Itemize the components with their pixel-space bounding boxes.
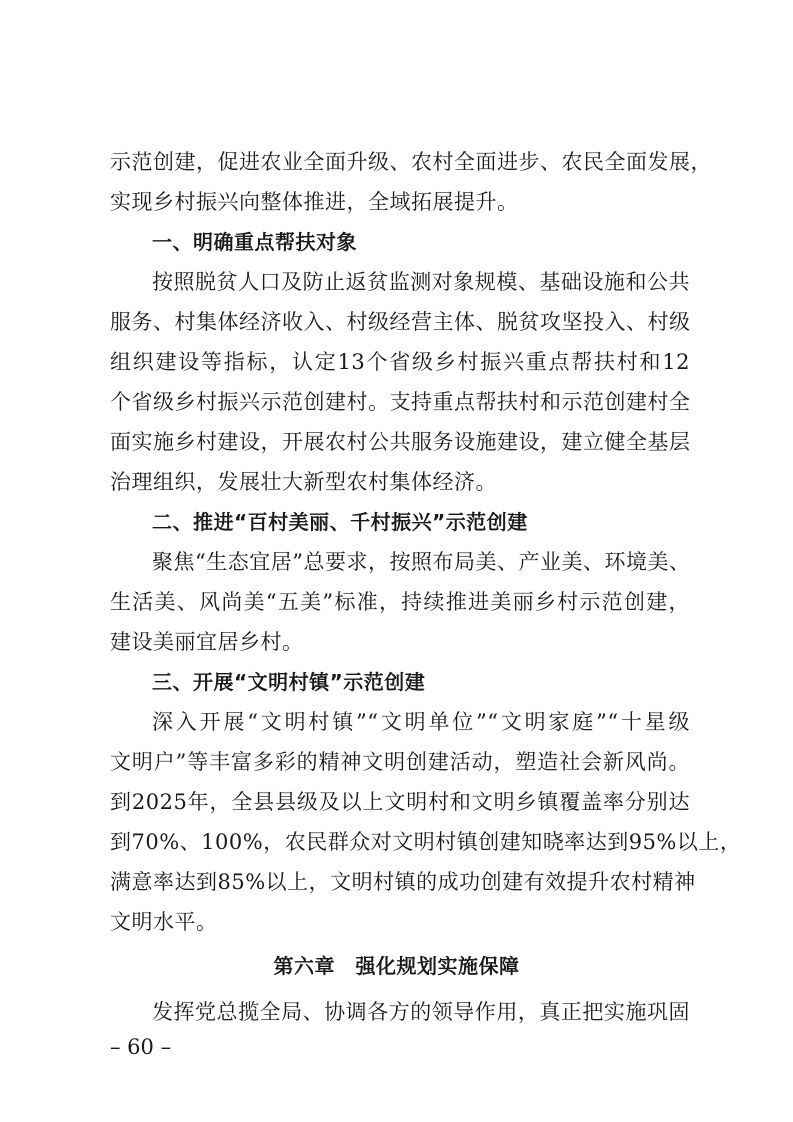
paragraph-line: 生活美、风尚美“五美”标准，持续推进美丽乡村示范创建，	[110, 590, 690, 614]
paragraph-line: 面实施乡村建设，开展农村公共服务设施建设，建立健全基层	[110, 430, 691, 454]
paragraph-line: 到70%、100%，农民群众对文明村镇创建知晓率达到95%以上，	[110, 830, 742, 854]
paragraph-line: 满意率达到85%以上，文明村镇的成功创建有效提升农村精神	[110, 870, 696, 894]
page-number: – 60 –	[110, 1035, 172, 1059]
paragraph-line: 服务、村集体经济收入、村级经营主体、脱贫攻坚投入、村级	[110, 310, 691, 334]
section-heading-1: 一、明确重点帮扶对象	[152, 230, 357, 254]
paragraph-line: 个省级乡村振兴示范创建村。支持重点帮扶村和示范创建村全	[110, 390, 691, 414]
paragraph-line: 建设美丽宜居乡村。	[110, 630, 304, 654]
paragraph-line: 实现乡村振兴向整体推进，全域拓展提升。	[110, 190, 519, 214]
section-heading-2: 二、推进“百村美丽、千村振兴”示范创建	[152, 510, 528, 534]
paragraph-line: 示范创建，促进农业全面升级、农村全面进步、农民全面发展，	[110, 150, 712, 174]
paragraph-line: 按照脱贫人口及防止返贫监测对象规模、基础设施和公共	[152, 270, 690, 294]
paragraph-line: 文明户”等丰富多彩的精神文明创建活动，塑造社会新风尚。	[110, 750, 690, 774]
paragraph-line: 发挥党总揽全局、协调各方的领导作用，真正把实施巩固	[152, 1000, 690, 1024]
paragraph-line: 到2025年，全县县级及以上文明村和文明乡镇覆盖率分别达	[110, 790, 690, 814]
paragraph-line: 文明水平。	[110, 910, 218, 934]
chapter-title: 第六章 强化规划实施保障	[273, 954, 520, 978]
paragraph-line: 深入开展“文明村镇”“文明单位”“文明家庭”“十星级	[152, 710, 690, 734]
paragraph-line: 聚焦“生态宜居”总要求，按照布局美、产业美、环境美、	[152, 550, 691, 574]
section-heading-3: 三、开展“文明村镇”示范创建	[152, 670, 426, 694]
paragraph-line: 治理组织，发展壮大新型农村集体经济。	[110, 470, 497, 494]
paragraph-line: 组织建设等指标，认定13个省级乡村振兴重点帮扶村和12	[110, 350, 690, 374]
